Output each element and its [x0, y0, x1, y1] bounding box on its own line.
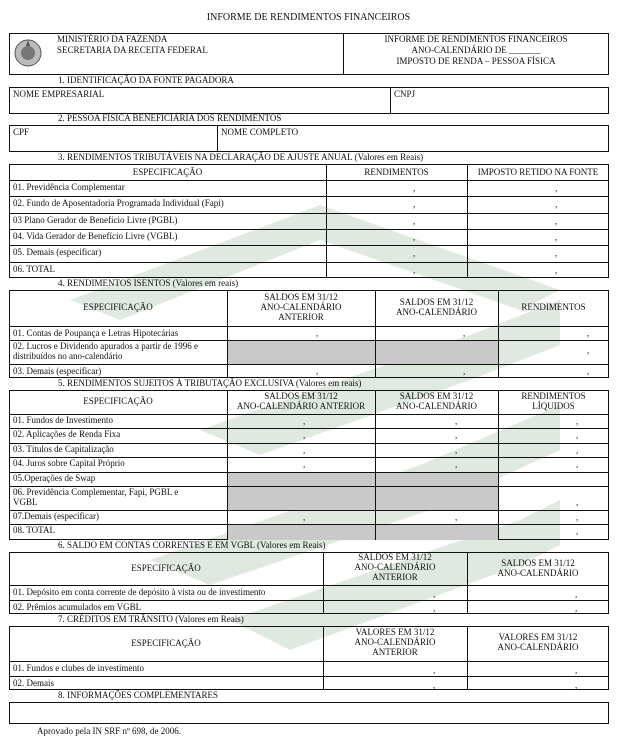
s4-comma: , — [587, 345, 590, 355]
s5-row: 06. Previdência Complementar, Fapi, PGBL e VGBL — [13, 487, 179, 507]
s5-row: 01. Fundos de Investimento — [13, 415, 113, 425]
s5-comma: , — [576, 526, 579, 536]
s3-row: 06. TOTAL — [13, 264, 55, 274]
s3-comma: , — [555, 216, 558, 226]
company-name-label: NOME EMPRESARIAL — [13, 89, 105, 99]
s5-row: 05.Operações de Swap — [13, 473, 96, 483]
s5-comma: , — [455, 512, 458, 522]
s6-comma: , — [575, 603, 578, 613]
s3-comma: , — [413, 232, 416, 242]
s5-comma: , — [303, 459, 306, 469]
s3-comma: , — [555, 265, 558, 275]
s4-row: 03. Demais (especificar) — [13, 366, 102, 376]
ministry-label: MINISTÉRIO DA FAZENDA — [57, 34, 168, 44]
s6-header-spec: ESPECIFICAÇÃO — [131, 563, 201, 573]
s5-comma: , — [576, 497, 579, 507]
s5-comma: , — [303, 512, 306, 522]
s4-header-prev-balance: SALDOS EM 31/12 ANO-CALENDÁRIO ANTERIOR — [260, 292, 342, 322]
s6-comma: , — [433, 603, 436, 613]
s3-comma: , — [413, 216, 416, 226]
s3-header-tax: IMPOSTO RETIDO NA FONTE — [477, 167, 599, 177]
s7-header-prev-value: VALORES EM 31/12 ANO-CALENDÁRIO ANTERIOR — [354, 627, 436, 657]
s4-row: 01. Contas de Poupança e Letras Hipotecárias — [13, 328, 179, 338]
s4-comma: , — [316, 328, 319, 338]
s6-header-balance: SALDOS EM 31/12 ANO-CALENDÁRIO — [497, 558, 579, 578]
page-title: INFORME DE RENDIMENTOS FINANCEIROS — [206, 12, 411, 23]
s5-comma: , — [576, 416, 579, 426]
s3-comma: , — [413, 183, 416, 193]
s7-header-value: VALORES EM 31/12 ANO-CALENDÁRIO — [497, 632, 579, 652]
s4-comma: , — [587, 328, 590, 338]
s4-shaded-cell — [227, 340, 375, 364]
s4-comma: , — [316, 366, 319, 376]
section-3-title: 3. RENDIMENTOS TRIBUTÁVEIS NA DECLARAÇÃO DE AJUSTE ANUAL (Valores em Reais) — [58, 152, 424, 162]
s6-row: 02. Prêmios acumulados em VGBL — [13, 602, 142, 612]
s5-comma: , — [455, 430, 458, 440]
s7-comma: , — [433, 665, 436, 675]
s5-shaded-cell — [227, 472, 498, 486]
s4-row: 02. Lucros e Dividendo apurados a partir de 1996 e distribuídos no ano-calendário — [13, 341, 198, 361]
s4-comma: , — [587, 366, 590, 376]
cpf-label: CPF — [13, 127, 30, 137]
s5-row: 02. Aplicações de Renda Fixa — [13, 429, 121, 439]
s3-comma: , — [413, 199, 416, 209]
s7-comma: , — [575, 680, 578, 690]
s5-header-spec: ESPECIFICAÇÃO — [83, 396, 153, 406]
s3-row: 01. Previdência Complementar — [13, 182, 125, 192]
section-1-title: 1. IDENTIFICAÇÃO DA FONTE PAGADORA — [58, 75, 234, 85]
section-5-title: 5. RENDIMENTOS SUJEITOS À TRIBUTAÇÃO EXCLUSIVA (Valores em reais) — [58, 378, 362, 388]
s7-header-spec: ESPECIFICAÇÃO — [131, 638, 201, 648]
s5-comma: , — [303, 445, 306, 455]
s5-comma: , — [576, 512, 579, 522]
section-6-title: 6. SALDO EM CONTAS CORRENTES E EM VGBL (Valores em Reais) — [58, 540, 326, 550]
form-title-line3: IMPOSTO DE RENDA – PESSOA FÍSICA — [396, 56, 556, 66]
section-2-title: 2. PESSOA FÍSICA BENEFICIÁRIA DOS RENDIMENTOS — [58, 113, 282, 123]
s3-comma: , — [413, 248, 416, 258]
s6-comma: , — [433, 589, 436, 599]
s5-row: 07.Demais (especificar) — [13, 511, 99, 521]
s3-comma: , — [555, 248, 558, 258]
secretariat-label: SECRETARIA DA RECEITA FEDERAL — [57, 45, 208, 55]
full-name-label: NOME COMPLETO — [221, 127, 299, 137]
s4-header-spec: ESPECIFICAÇÃO — [83, 302, 153, 312]
s4-header-balance: SALDOS EM 31/12 ANO-CALENDÁRIO — [396, 297, 477, 317]
section-7-title: 7. CRÉDITOS EM TRÂNSITO (Valores em Reais) — [58, 614, 244, 624]
s5-comma: , — [455, 445, 458, 455]
s3-comma: , — [555, 232, 558, 242]
form-title-line1: INFORME DE RENDIMENTOS FINANCEIROS — [384, 34, 568, 44]
s3-comma: , — [555, 199, 558, 209]
s3-row: 05. Demais (especificar) — [13, 247, 102, 257]
s4-header-income: RENDIMENTOS — [521, 302, 586, 312]
s7-comma: , — [433, 680, 436, 690]
section-4-title: 4. RENDIMENTOS ISENTOS (Valores em reais) — [58, 278, 239, 288]
s6-comma: , — [575, 589, 578, 599]
s3-comma: , — [555, 183, 558, 193]
s5-header-balance: SALDOS EM 31/12 ANO-CALENDÁRIO — [396, 391, 477, 411]
approval-footer: Aprovado pela IN SRF nº 698, de 2006. — [37, 726, 182, 736]
s5-header-net-income: RENDIMENTOS LÍQUIDOS — [521, 391, 586, 411]
s5-row: 03. Títulos de Capitalização — [13, 444, 114, 454]
s3-row: 03 Plano Gerador de Benefício Livre (PGBL) — [13, 215, 178, 225]
coat-of-arms-logo — [13, 38, 43, 68]
s5-comma: , — [303, 430, 306, 440]
complementary-info-box[interactable] — [9, 702, 609, 724]
s5-header-prev-balance: SALDOS EM 31/12 ANO-CALENDÁRIO ANTERIOR — [236, 391, 366, 411]
s5-shaded-cell — [227, 486, 498, 510]
s5-comma: , — [455, 416, 458, 426]
section-8-title: 8. INFORMAÇÕES COMPLEMENTARES — [58, 690, 219, 700]
s3-header-income: RENDIMENTOS — [364, 167, 429, 177]
s4-comma: , — [463, 366, 466, 376]
s5-row: 08. TOTAL — [13, 525, 55, 535]
s6-header-prev-balance: SALDOS EM 31/12 ANO-CALENDÁRIO ANTERIOR — [354, 552, 436, 582]
s3-comma: , — [413, 265, 416, 275]
s5-comma: , — [303, 416, 306, 426]
form-title-line2: ANO-CALENDÁRIO DE _______ — [411, 45, 541, 55]
s5-comma: , — [576, 459, 579, 469]
s7-row: 01. Fundos e clubes de investimento — [13, 663, 144, 673]
s3-row: 04. Vida Gerador de Benefício Livre (VGBL) — [13, 231, 178, 241]
s5-shaded-cell — [227, 524, 498, 540]
s4-shaded-cell — [375, 340, 498, 364]
s4-comma: , — [463, 328, 466, 338]
s5-comma: , — [455, 459, 458, 469]
s5-row: 04. Juros sobre Capital Próprio — [13, 458, 125, 468]
s7-comma: , — [575, 665, 578, 675]
s3-header-spec: ESPECIFICAÇÃO — [132, 167, 203, 177]
s6-row: 01. Depósito em conta corrente de depósito à vista ou de investimento — [13, 587, 266, 597]
s7-row: 02. Demais — [13, 678, 54, 688]
s5-comma: , — [576, 445, 579, 455]
s5-comma: , — [576, 430, 579, 440]
s3-row: 02. Fundo de Aposentadoria Programada Individual (Fapi) — [13, 198, 224, 208]
cnpj-label: CNPJ — [394, 89, 416, 99]
